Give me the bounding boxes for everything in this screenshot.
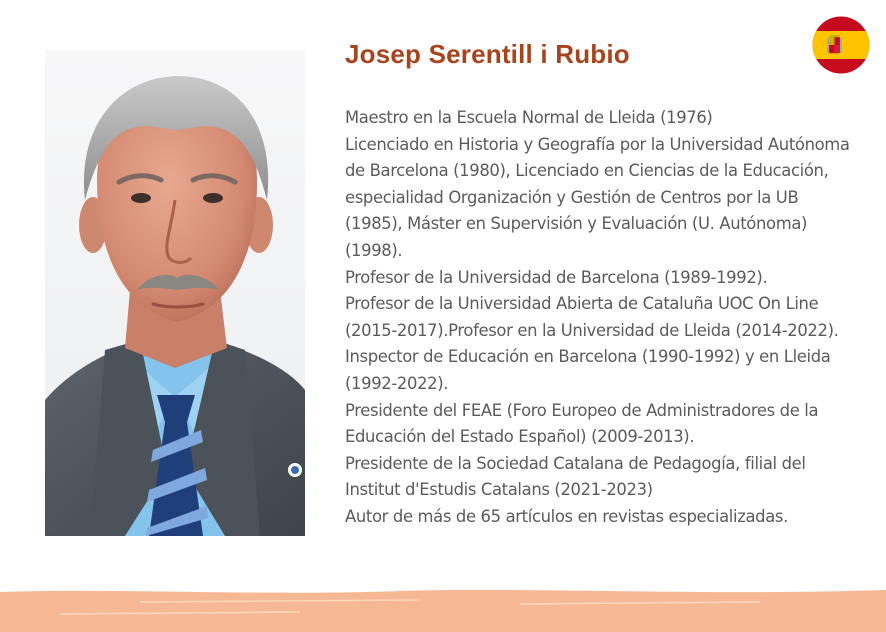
bio-item: Profesor de la Universidad de Barcelona (1989-1992). bbox=[345, 267, 768, 287]
biography-list bbox=[345, 105, 855, 531]
bio-item: Presidente de la Sociedad Catalana de Pedagogía, filial del Institut d'Estudis Catalans (2021-2023) bbox=[345, 453, 806, 500]
bio-item: Profesor de la Universidad Abierta de Cataluña UOC On Line (2015-2017).Profesor en la Universidad de Lleida (2014-2022). bbox=[345, 294, 839, 340]
person-name: Josep Serentill i Rubio bbox=[345, 39, 630, 69]
portrait-photo bbox=[45, 50, 305, 536]
bio-item: Presidente del FEAE (Foro Europeo de Administradores de la Educación del Estado Español) (2009-2013). bbox=[345, 400, 819, 447]
spain-flag-icon bbox=[812, 16, 870, 74]
bio-item: Inspector de Educación en Barcelona (1990-1992) y en Lleida (1992-2022). bbox=[345, 347, 831, 393]
bio-item: Licenciado en Historia y Geografía por la Universidad Autónoma de Barcelona (1980), Licenciado en Ciencias de la Educación, especialidad Organización y Gestión de Centros por la UB (1985), Máster en Supervisión y Evaluación (U. Autónoma) (1998). bbox=[345, 134, 850, 260]
bio-item: Maestro en la Escuela Normal de Lleida (1976) bbox=[345, 108, 713, 127]
bio-item: Autor de más de 65 artículos en revistas especializadas. bbox=[345, 506, 788, 526]
decorative-brush-stroke bbox=[0, 588, 886, 632]
